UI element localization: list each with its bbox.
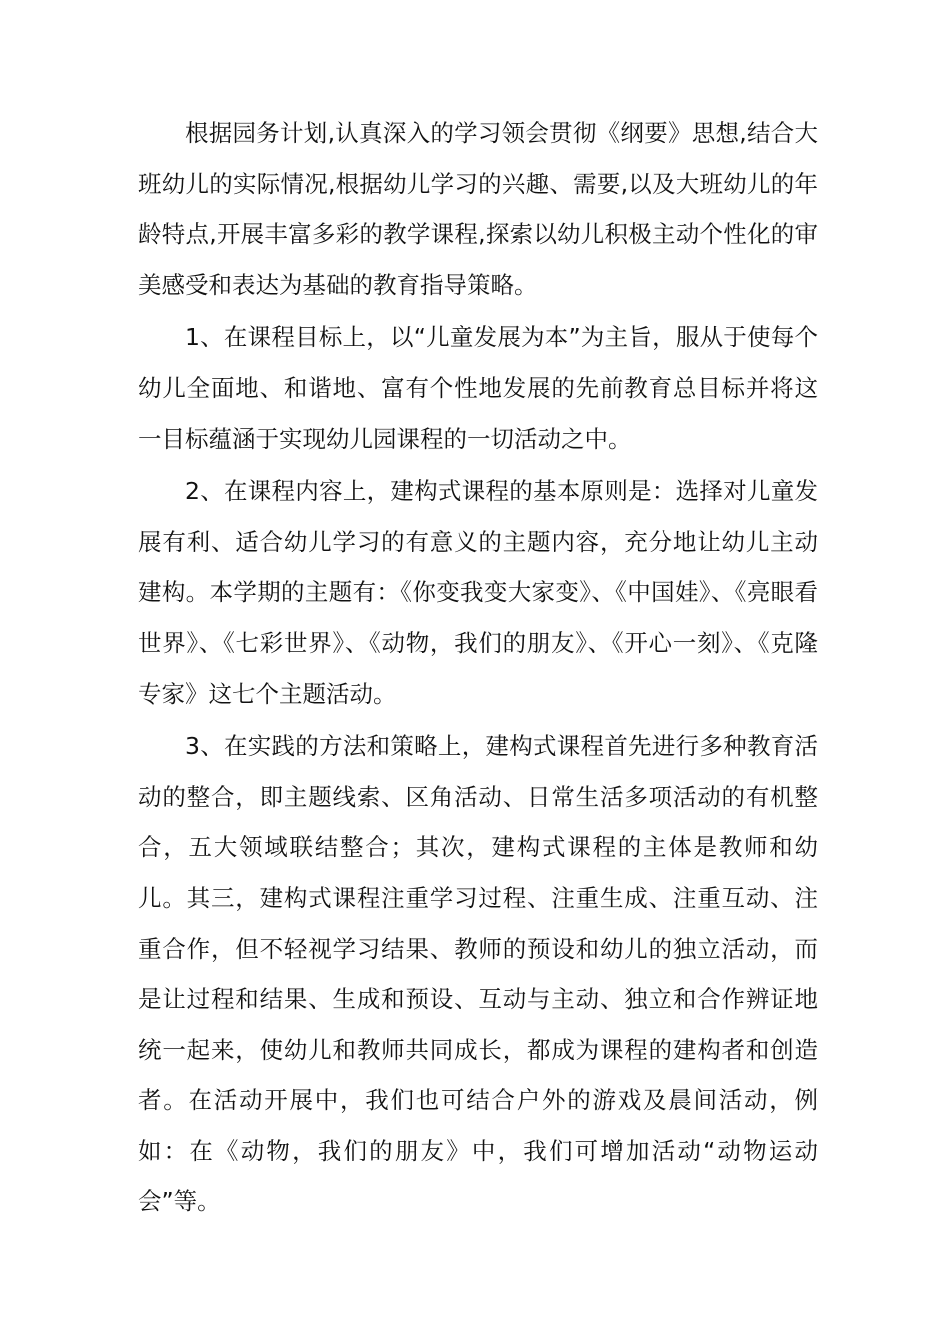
paragraph-intro: 根据园务计划,认真深入的学习领会贯彻《纲要》思想,结合大班幼儿的实际情况,根据幼儿学习的兴趣、需要,以及大班幼儿的年龄特点,开展丰富多彩的教学课程,探索以幼儿积极主动个性化的审美感受和表达为基础的教育指导策略。 [138, 119, 818, 299]
paragraph-course-content: 2、在课程内容上，建构式课程的基本原则是：选择对儿童发展有利、适合幼儿学习的有意义的主题内容，充分地让幼儿主动建构。本学期的主题有：《你变我变大家变》、《中国娃》、《亮眼看世界》、《七彩世界》、《动物，我们的朋友》、《开心一刻》、《克隆专家》这七个主题活动。 [138, 477, 818, 708]
document-body [138, 108, 818, 1227]
paragraph-course-goal: 1、在课程目标上，以“儿童发展为本”为主旨，服从于使每个幼儿全面地、和谐地、富有个性地发展的先前教育总目标并将这一目标蕴涵于实现幼儿园课程的一切活动之中。 [138, 323, 818, 453]
paragraph-practice-methods: 3、在实践的方法和策略上，建构式课程首先进行多种教育活动的整合，即主题线索、区角活动、日常生活多项活动的有机整合，五大领域联结整合；其次，建构式课程的主体是教师和幼儿。其三，建构式课程注重学习过程、注重生成、注重互动、注重合作，但不轻视学习结果、教师的预设和幼儿的独立活动，而是让过程和结果、生成和预设、互动与主动、独立和合作辨证地统一起来，使幼儿和教师共同成长，都成为课程的建构者和创造者。在活动开展中，我们也可结合户外的游戏及晨间活动，例如：在《动物，我们的朋友》中，我们可增加活动“动物运动会”等。 [138, 732, 818, 1216]
